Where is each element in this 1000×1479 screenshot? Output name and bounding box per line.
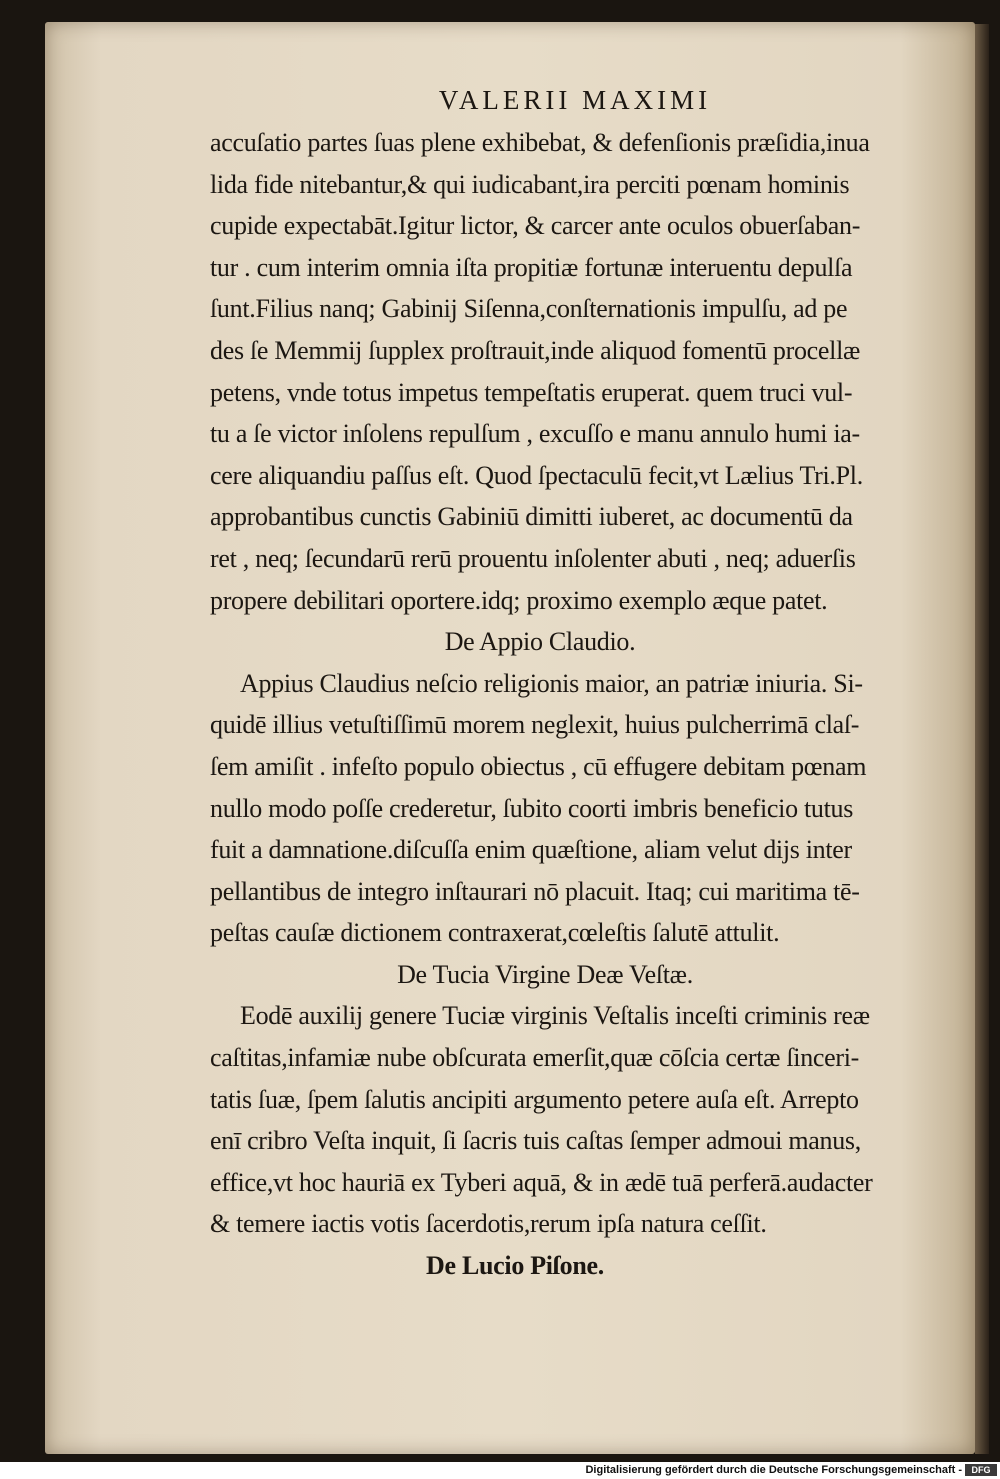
page-edge (975, 24, 989, 1454)
text-line: Eodē auxilij genere Tuciæ virginis Veſtalis inceſti criminis reæ (240, 1001, 870, 1031)
section-heading: De Appio Claudio. (444, 627, 636, 657)
section-heading: De Tucia Virgine Deæ Veſtæ. (397, 959, 693, 989)
text-line: approbantibus cunctis Gabiniū dimitti iuberet, ac documentū da (210, 502, 853, 532)
text-line: tu a ſe victor inſolens repulſum , excuſſo e manu annulo humi ia- (210, 419, 860, 449)
funding-credit: Digitalisierung gefördert durch die Deutsche Forschungsgemeinschaft - (585, 1464, 962, 1476)
text-line: tur . cum interim omnia iſta propitiæ fortunæ interuentu depulſa (210, 252, 853, 282)
text-line: enī cribro Veſta inquit, ſi ſacris tuis caſtas ſemper admoui manus, (210, 1126, 861, 1156)
text-line: pellantibus de integro inſtaurari nō placuit. Itaq; cui maritima tē- (210, 876, 860, 906)
text-line: petens, vnde totus impetus tempeſtatis eruperat. quem truci vul- (210, 377, 853, 407)
text-line: tatis ſuæ, ſpem ſalutis ancipiti argumento petere auſa eſt. Arrepto (210, 1084, 859, 1114)
text-line: lida fide nitebantur,& qui iudicabant,ira perciti pœnam hominis (210, 169, 850, 199)
paragraph-3 (210, 995, 940, 1245)
section-heading: De Lucio Piſone. (426, 1251, 604, 1281)
paragraph-1 (210, 122, 940, 621)
text-line: peſtas cauſæ dictionem contraxerat,cœleſtis ſalutē attulit. (210, 918, 780, 948)
text-line: cupide expectabāt.Igitur lictor, & carcer ante oculos obuerſaban- (210, 211, 861, 241)
text-line: cere aliquandiu paſſus eſt. Quod ſpectaculū fecit,vt Lælius Tri.Pl. (210, 460, 863, 490)
text-line: nullo modo poſſe crederetur, ſubito coorti imbris beneficio tutus (210, 793, 854, 823)
text-line: des ſe Memmij ſupplex proſtrauit,inde aliquod fomentū procellæ (210, 335, 861, 365)
text-line: propere debilitari oportere.idq; proximo exemplo æque patet. (210, 585, 828, 615)
text-line: ret , neq; ſecundarū rerū prouentu inſolenter abuti , neq; aduerſis (210, 543, 856, 573)
text-line: accuſatio partes ſuas plene exhibebat, & defenſionis præſidia,inua (210, 128, 870, 157)
dfg-logo-icon: DFG (965, 1464, 997, 1476)
text-line: & temere iactis votis ſacerdotis,rerum ipſa natura ceſſit. (210, 1209, 767, 1239)
text-line: fuit a damnatione.diſcuſſa enim quæſtione, aliam velut dijs inter (210, 835, 852, 865)
text-line: quidē illius vetuſtiſſimū morem neglexit, huius pulcherrimā claſ- (210, 710, 860, 740)
text-line: ſunt.Filius nanq; Gabinij Siſenna,conſternationis impulſu, ad pe (210, 294, 848, 324)
text-line: ſem amiſit . infeſto populo obiectus , cū effugere debitam pœnam (210, 751, 867, 781)
page-text (210, 80, 940, 1287)
paragraph-2 (210, 663, 940, 954)
text-line: effice,vt hoc hauriā ex Tyberi aquā, & in ædē tuā perferā.audacter (210, 1167, 873, 1197)
digitization-footer (0, 1462, 1000, 1479)
text-line: caſtitas,infamiæ nube obſcurata emerſit,quæ cōſcia certæ ſinceri- (210, 1043, 860, 1073)
running-head: VALERII MAXIMI (438, 85, 712, 115)
text-line: Appius Claudius neſcio religionis maior, an patriæ iniuria. Si- (240, 668, 863, 698)
